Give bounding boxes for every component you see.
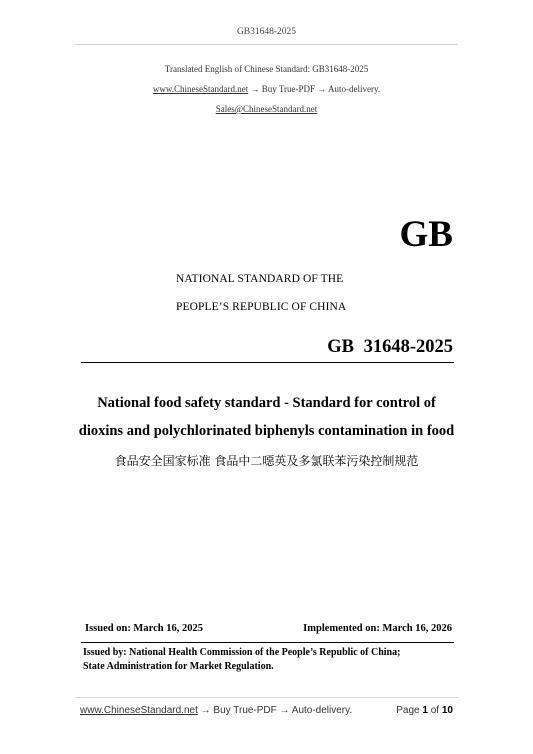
gb-mark: GB bbox=[399, 214, 453, 255]
header-divider bbox=[75, 44, 458, 45]
footer-purchase-text: → Buy True-PDF → Auto-delivery. bbox=[197, 705, 353, 716]
page-total: 10 bbox=[441, 705, 453, 716]
dates-rule bbox=[81, 642, 454, 643]
standard-number: GB 31648-2025 bbox=[327, 337, 453, 357]
title-english-line-2: dioxins and polychlorinated biphenyls contamination in food bbox=[78, 423, 455, 439]
standard-number-rule bbox=[81, 362, 454, 363]
footer-divider bbox=[75, 697, 458, 698]
running-header: GB31648-2025 bbox=[236, 27, 297, 37]
issued-by-line-1: Issued by: National Health Commission of the People’s Republic of China; bbox=[83, 647, 401, 658]
national-standard-line-2: PEOPLE’S REPUBLIC OF CHINA bbox=[176, 301, 347, 313]
page-current: 1 bbox=[422, 705, 428, 716]
purchase-text: → Buy True-PDF → Auto-delivery. bbox=[248, 84, 381, 94]
title-english-line-1: National food safety standard - Standard for control of bbox=[97, 395, 436, 411]
footer-purchase-line bbox=[80, 705, 352, 716]
issued-by-line-2: State Administration for Market Regulation. bbox=[83, 661, 274, 672]
page-indicator bbox=[396, 705, 453, 716]
title-chinese: 食品安全国家标准 食品中二噁英及多氯联苯污染控制规范 bbox=[114, 454, 419, 468]
site-link[interactable]: www.ChineseStandard.net bbox=[152, 84, 249, 94]
footer-site-link[interactable]: www.ChineseStandard.net bbox=[80, 705, 198, 716]
purchase-line bbox=[0, 84, 533, 94]
issued-on-date: Issued on: March 16, 2025 bbox=[85, 623, 203, 634]
implemented-on-date: Implemented on: March 16, 2026 bbox=[303, 623, 452, 634]
page-label: Page bbox=[396, 705, 420, 716]
email-link[interactable]: Sales@ChineseStandard.net bbox=[215, 104, 318, 114]
national-standard-line-1: NATIONAL STANDARD OF THE bbox=[176, 273, 344, 285]
page-of: of bbox=[430, 705, 440, 716]
translation-notice: Translated English of Chinese Standard: GB31648-2025 bbox=[164, 64, 369, 74]
contact-line bbox=[0, 104, 533, 114]
